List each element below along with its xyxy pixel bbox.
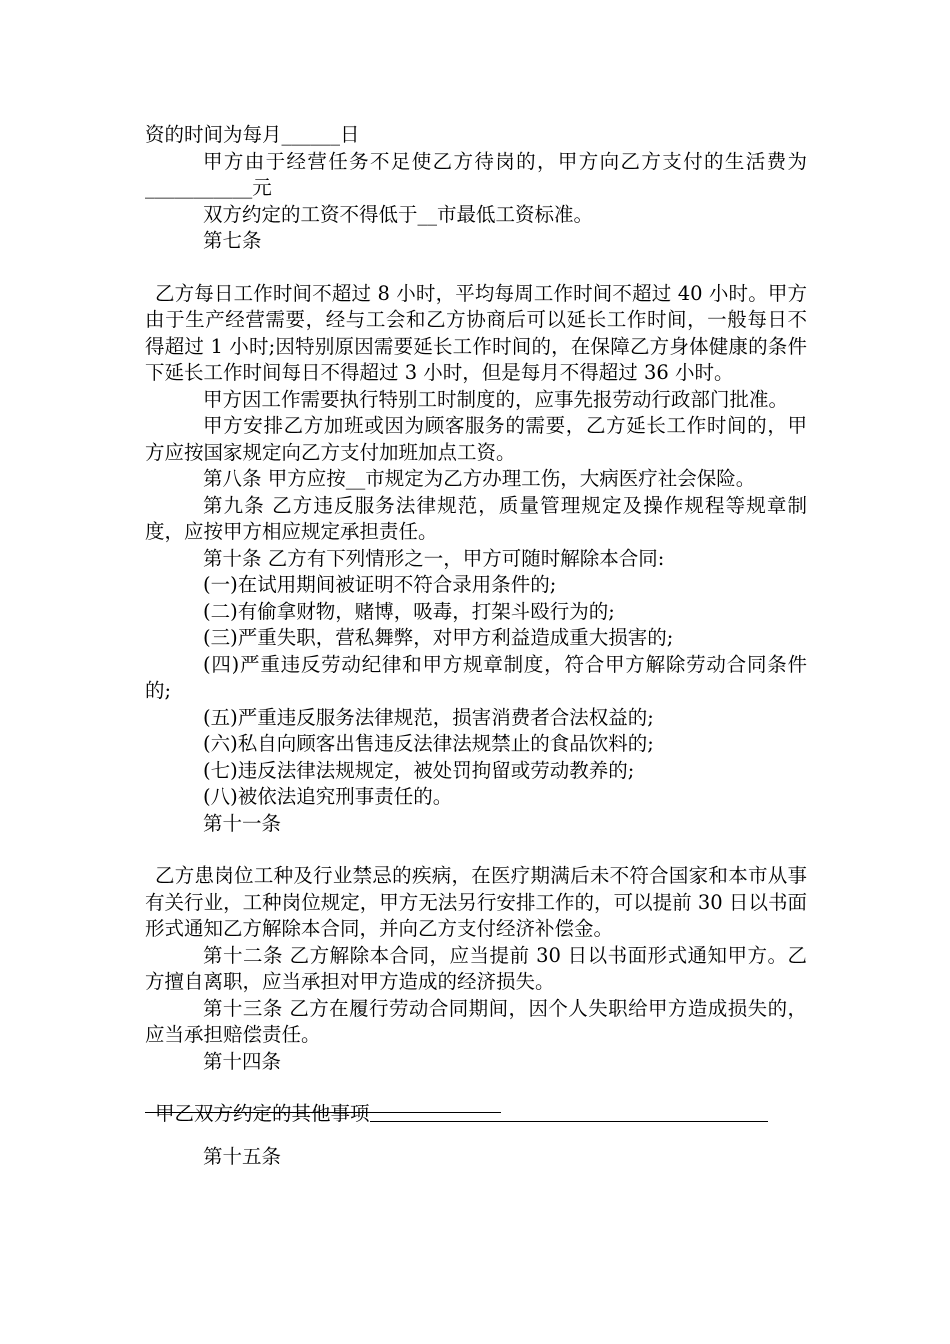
- paragraph-overtime: 甲方安排乙方加班或因为顾客服务的需要，乙方延长工作时间的，甲方应按国家规定向乙方支付加班加点工资。: [145, 414, 807, 464]
- list-item: (六)私自向顾客出售违反法律法规禁止的食品饮料的;: [203, 732, 654, 755]
- paragraph-pay-date: 资的时间为每月______日: [145, 123, 360, 146]
- paragraph-illness: 乙方患岗位工种及行业禁忌的疾病，在医疗期满后未不符合国家和本市从事有关行业，工种岗位规定，甲方无法另行安排工作的，可以提前 30 日以书面形式通知乙方解除本合同，并向乙方支付经济补偿金。: [145, 864, 807, 940]
- paragraph-special-hours: 甲方因工作需要执行特别工时制度的，应事先报劳动行政部门批准。: [203, 387, 789, 411]
- list-item: (三)严重失职，营私舞弊，对甲方利益造成重大损害的;: [203, 626, 674, 649]
- list-item: (五)严重违反服务法律规范，损害消费者合法权益的;: [203, 705, 654, 729]
- standby-text: 甲方由于经营任务不足使乙方待岗的，甲方向乙方支付的生活费为: [203, 149, 807, 173]
- spacer: [145, 1128, 807, 1138]
- article-8: 第八条 甲方应按__市规定为乙方办理工伤，大病医疗社会保险。: [203, 467, 756, 490]
- article-10: 第十条 乙方有下列情形之一，甲方可随时解除本合同:: [203, 546, 665, 570]
- article-13: 第十三条 乙方在履行劳动合同期间，因个人失职给甲方造成损失的，应当承担赔偿责任。: [145, 996, 807, 1046]
- article-11-heading: 第十一条: [203, 811, 282, 835]
- spacer: [145, 837, 807, 863]
- paragraph-working-hours: 乙方每日工作时间不超过 8 小时，平均每周工作时间不超过 40 小时。甲方由于生产经营需要，经与工会和乙方协商后可以延长工作时间，一般每日不得超过 1 小时;因特别原因需要延长工作时间的，在保障乙方身体健康的条件下延长工作时间每日不得超过 3 小时，但是每月不得超过 36 小时。: [145, 281, 807, 384]
- list-item: (四)严重违反劳动纪律和甲方规章制度，符合甲方解除劳动合同条件的;: [145, 652, 807, 702]
- paragraph-other-matters: [145, 1101, 807, 1128]
- list-item: (八)被依法追究刑事责任的。: [203, 785, 453, 808]
- paragraph-standby-allowance: [145, 149, 807, 202]
- fill-in-line: [145, 1112, 501, 1113]
- document-body: [145, 122, 807, 1170]
- article-7-heading: 第七条: [203, 229, 262, 252]
- spacer: [145, 255, 807, 281]
- article-9: 第九条 乙方违反服务法律规范，质量管理规定及操作规程等规章制度，应按甲方相应规定承担责任。: [145, 493, 807, 543]
- other-matters-label: 甲乙双方约定的其他事项: [155, 1102, 370, 1125]
- list-item: (二)有偷拿财物，赌博，吸毒，打架斗殴行为的;: [203, 599, 615, 623]
- article-12: 第十二条 乙方解除本合同，应当提前 30 日以书面形式通知甲方。乙方擅自离职，应当承担对甲方造成的经济损失。: [145, 943, 807, 993]
- standby-unit: 元: [252, 176, 272, 199]
- article-15-heading: 第十五条: [203, 1144, 282, 1168]
- article-14-heading: 第十四条: [203, 1049, 282, 1073]
- paragraph-minimum-wage: 双方约定的工资不得低于__市最低工资标准。: [203, 202, 594, 226]
- list-item: (七)违反法律法规规定，被处罚拘留或劳动教养的;: [203, 758, 635, 782]
- standby-blank: ___________: [145, 176, 253, 199]
- list-item: (一)在试用期间被证明不符合录用条件的;: [203, 573, 557, 596]
- spacer: [145, 1075, 807, 1101]
